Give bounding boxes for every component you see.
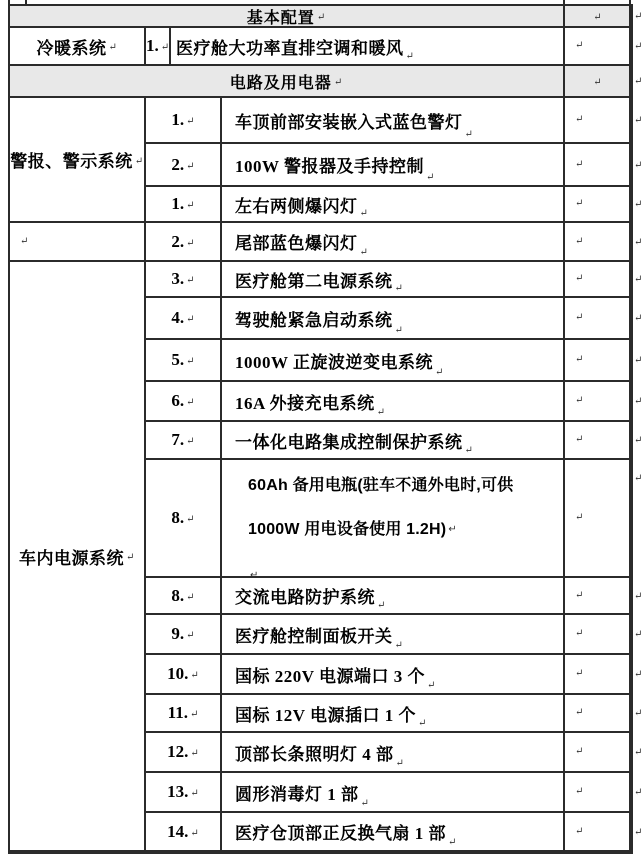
- item-description: 1000W 正旋波逆变电系统: [235, 352, 433, 372]
- paragraph-mark-icon: ↵: [575, 628, 584, 639]
- row-end-mark-icon: ↵: [634, 826, 643, 838]
- row-number: 5.: [171, 350, 185, 369]
- paragraph-mark-icon: ↵: [575, 707, 584, 718]
- paragraph-mark-icon: ↵: [134, 155, 144, 167]
- paragraph-mark-icon: ↵: [575, 512, 584, 523]
- paragraph-mark-icon: ↵: [593, 12, 603, 23]
- check-cell: [565, 733, 631, 773]
- paragraph-mark-icon: ↵: [360, 798, 370, 809]
- row-number: 13.: [167, 782, 189, 801]
- paragraph-mark-icon: ↵: [575, 395, 584, 406]
- row-end-mark-icon: ↵: [634, 159, 643, 171]
- item-description: 国标 12V 电源插口 1 个: [235, 705, 416, 725]
- item-description-cell: [222, 460, 565, 578]
- paragraph-mark-icon: ↵: [426, 680, 436, 691]
- row-number: 8.: [171, 585, 185, 605]
- row-number: 6.: [171, 391, 185, 410]
- paragraph-mark-icon: ↵: [186, 436, 195, 447]
- row-number-cell: [146, 578, 222, 615]
- row-number-cell: [146, 223, 222, 262]
- paragraph-mark-icon: ↵: [186, 160, 195, 172]
- row-number: 3.: [171, 269, 185, 288]
- row-end-mark-icon: ↵: [634, 76, 643, 87]
- paragraph-mark-icon: ↵: [186, 275, 195, 286]
- row-number-cell: [146, 733, 222, 773]
- paragraph-mark-icon: ↵: [190, 827, 199, 839]
- table-border-stub: [25, 0, 27, 4]
- paragraph-mark-icon: ↵: [186, 116, 195, 127]
- row-end-mark-icon: ↵: [634, 396, 643, 407]
- paragraph-mark-icon: ↵: [575, 40, 584, 51]
- item-description: 圆形消毒灯 1 部: [235, 784, 359, 804]
- item-description: 100W 警报器及手持控制: [235, 157, 424, 176]
- category-label: 冷暖系统: [36, 38, 107, 58]
- paragraph-mark-icon: ↵: [377, 600, 386, 611]
- check-cell: [565, 422, 631, 460]
- check-cell: [565, 460, 631, 578]
- row-end-mark-icon: ↵: [634, 41, 643, 52]
- item-description-cell: [222, 615, 565, 655]
- paragraph-mark-icon: ↵: [575, 312, 584, 323]
- table-border-stub: [563, 0, 565, 4]
- row-number: 14.: [167, 821, 189, 841]
- paragraph-mark-icon: ↵: [593, 77, 603, 88]
- check-cell: [565, 813, 631, 852]
- item-description: 国标 220V 电源端口 3 个: [235, 666, 425, 686]
- item-description-cell: [222, 382, 565, 422]
- check-cell: [565, 773, 631, 813]
- row-end-mark-icon: ↵: [634, 274, 643, 285]
- check-cell: [565, 298, 631, 340]
- row-end-mark-icon: ↵: [634, 629, 643, 640]
- row-number: 2.: [171, 231, 185, 251]
- row-number-cell: [146, 98, 222, 144]
- paragraph-mark-icon: ↵: [417, 718, 427, 729]
- paragraph-mark-icon: ↵: [394, 325, 404, 336]
- category-cell: [10, 223, 146, 262]
- item-description: 顶部长条照明灯 4 部: [235, 744, 394, 764]
- paragraph-mark-icon: ↵: [448, 524, 457, 535]
- paragraph-mark-icon: ↵: [108, 42, 118, 53]
- paragraph-mark-icon: ↵: [448, 837, 457, 848]
- row-number: 2.: [171, 154, 185, 174]
- row-number: 1.: [171, 194, 185, 213]
- check-cell: [565, 98, 631, 144]
- row-number: 8.: [171, 508, 185, 527]
- paragraph-mark-icon: ↵: [575, 434, 584, 445]
- item-description: 交流电路防护系统: [235, 588, 375, 607]
- row-number-cell: [146, 422, 222, 460]
- row-number-cell: [146, 813, 222, 852]
- item-description-cell: [222, 578, 565, 615]
- row-end-mark-icon: ↵: [634, 473, 643, 484]
- config-table: [8, 4, 633, 854]
- row-number: 1.: [146, 36, 159, 55]
- row-number: 1.: [171, 110, 185, 129]
- item-description: 16A 外接充电系统: [235, 393, 375, 413]
- paragraph-mark-icon: ↵: [575, 746, 584, 757]
- row-end-mark-icon: ↵: [634, 199, 643, 210]
- paragraph-mark-icon: ↵: [575, 668, 584, 679]
- paragraph-mark-icon: ↵: [186, 314, 195, 325]
- check-cell: [565, 187, 631, 223]
- check-cell: [565, 28, 631, 66]
- row-number-cell: [146, 262, 222, 298]
- paragraph-mark-icon: ↵: [190, 748, 199, 759]
- item-description-cell: [222, 298, 565, 340]
- row-number-cell: [146, 773, 222, 813]
- paragraph-mark-icon: ↵: [575, 786, 584, 797]
- paragraph-mark-icon: ↵: [333, 77, 344, 88]
- empty-line: [235, 552, 563, 578]
- item-description-cell: [171, 28, 565, 66]
- row-number-cell: [146, 144, 222, 187]
- section-header-label: 电路及用电器: [229, 74, 332, 92]
- row-end-mark-icon: ↵: [634, 708, 643, 719]
- paragraph-mark-icon: ↵: [186, 237, 195, 249]
- section-header-label: 基本配置: [246, 9, 315, 27]
- item-description: 医疗舱控制面板开关: [235, 626, 393, 646]
- paragraph-mark-icon: ↵: [464, 129, 474, 140]
- paragraph-mark-icon: ↵: [575, 354, 584, 365]
- item-description-cell: [222, 422, 565, 460]
- paragraph-mark-icon: ↵: [434, 367, 444, 378]
- row-number-cell: [146, 28, 171, 66]
- check-cell: [565, 340, 631, 382]
- category-label: 车内电源系统: [19, 548, 125, 568]
- item-description-cell: [222, 813, 565, 852]
- row-end-mark-icon: ↵: [634, 236, 643, 248]
- row-number-cell: [146, 615, 222, 655]
- item-description-cell: [222, 733, 565, 773]
- row-end-mark-icon: ↵: [634, 115, 643, 126]
- paragraph-mark-icon: ↵: [20, 235, 29, 247]
- paragraph-mark-icon: ↵: [575, 235, 584, 247]
- item-description: 尾部蓝色爆闪灯: [235, 234, 358, 253]
- item-description-cell: [222, 187, 565, 223]
- item-description: 医疗舱大功率直排空调和暖风: [176, 38, 404, 58]
- row-end-mark-icon: ↵: [634, 435, 643, 446]
- paragraph-mark-icon: ↵: [575, 825, 584, 837]
- item-description-cell: [222, 340, 565, 382]
- paragraph-mark-icon: ↵: [186, 356, 195, 367]
- paragraph-mark-icon: ↵: [186, 397, 195, 408]
- item-description-cell: [222, 773, 565, 813]
- category-cell: [10, 28, 146, 66]
- paragraph-mark-icon: ↵: [395, 758, 405, 769]
- paragraph-mark-icon: ↵: [186, 591, 195, 603]
- paragraph-mark-icon: ↵: [190, 788, 199, 799]
- paragraph-mark-icon: ↵: [575, 589, 584, 601]
- paragraph-mark-icon: ↵: [359, 208, 369, 219]
- row-number-cell: [146, 382, 222, 422]
- check-cell: [565, 6, 631, 28]
- row-number-cell: [146, 655, 222, 695]
- paragraph-mark-icon: ↵: [464, 445, 474, 456]
- row-number-cell: [146, 298, 222, 340]
- check-cell: [565, 615, 631, 655]
- paragraph-mark-icon: ↵: [189, 709, 199, 720]
- table-border-stub: [8, 0, 10, 4]
- paragraph-mark-icon: ↵: [575, 273, 584, 284]
- check-cell: [565, 578, 631, 615]
- check-cell: [565, 144, 631, 187]
- item-description: 医疗舱第二电源系统: [235, 271, 393, 291]
- check-cell: [565, 223, 631, 262]
- section-header-cell: [10, 66, 565, 98]
- paragraph-mark-icon: ↵: [316, 12, 327, 23]
- paragraph-mark-icon: ↵: [425, 172, 435, 183]
- item-description-cell: [222, 262, 565, 298]
- check-cell: [565, 262, 631, 298]
- item-description: 医疗仓顶部正反换气扇 1 部: [235, 824, 446, 843]
- paragraph-mark-icon: ↵: [186, 514, 195, 525]
- item-description-cell: [222, 144, 565, 187]
- row-number: 7.: [171, 430, 185, 449]
- item-description: 车顶前部安装嵌入式蓝色警灯: [235, 112, 463, 132]
- check-cell: [565, 382, 631, 422]
- paragraph-mark-icon: ↵: [250, 570, 259, 578]
- paragraph-mark-icon: ↵: [575, 114, 584, 125]
- category-cell: [10, 262, 146, 852]
- paragraph-mark-icon: ↵: [376, 407, 386, 418]
- table-border-stub: [629, 0, 631, 4]
- item-description: 左右两侧爆闪灯: [235, 196, 358, 216]
- paragraph-mark-icon: ↵: [394, 640, 404, 651]
- category-label: 警报、警示系统: [10, 152, 133, 171]
- row-end-mark-icon: ↵: [634, 669, 643, 680]
- check-cell: [565, 655, 631, 695]
- check-cell: [565, 66, 631, 98]
- category-cell: [10, 98, 146, 223]
- row-end-mark-icon: ↵: [634, 747, 643, 758]
- row-number-cell: [146, 187, 222, 223]
- row-number: 12.: [167, 742, 189, 761]
- item-description-cell: [222, 223, 565, 262]
- row-end-mark-icon: ↵: [634, 313, 643, 324]
- item-description-cell: [222, 655, 565, 695]
- item-description-cell: [222, 98, 565, 144]
- paragraph-mark-icon: ↵: [359, 247, 369, 258]
- paragraph-mark-icon: ↵: [405, 51, 415, 62]
- row-number: 10.: [167, 664, 189, 683]
- row-number-cell: [146, 460, 222, 578]
- paragraph-mark-icon: ↵: [575, 158, 584, 170]
- row-number-cell: [146, 695, 222, 733]
- row-number: 9.: [171, 624, 185, 643]
- row-number: 4.: [171, 308, 185, 327]
- row-end-mark-icon: ↵: [634, 11, 643, 22]
- paragraph-mark-icon: ↵: [190, 670, 199, 681]
- row-number-cell: [146, 340, 222, 382]
- paragraph-mark-icon: ↵: [394, 283, 404, 294]
- section-header-cell: [10, 6, 565, 28]
- item-description-line: 60Ah 备用电瓶(驻车不通外电时,可供: [248, 477, 514, 494]
- item-description: 驾驶舱紧急启动系统: [235, 310, 393, 330]
- item-description: 一体化电路集成控制保护系统: [235, 432, 463, 452]
- row-end-mark-icon: ↵: [634, 590, 643, 602]
- paragraph-mark-icon: ↵: [126, 552, 135, 563]
- item-description-line: 1000W 用电设备使用 1.2H) ↵: [248, 521, 457, 538]
- row-end-mark-icon: ↵: [634, 787, 643, 798]
- paragraph-mark-icon: ↵: [186, 200, 195, 211]
- row-end-mark-icon: ↵: [634, 355, 643, 366]
- row-number: 11.: [167, 703, 188, 722]
- check-cell: [565, 695, 631, 733]
- item-description-cell: [222, 695, 565, 733]
- paragraph-mark-icon: ↵: [575, 198, 584, 209]
- paragraph-mark-icon: ↵: [160, 42, 170, 53]
- paragraph-mark-icon: ↵: [186, 630, 195, 641]
